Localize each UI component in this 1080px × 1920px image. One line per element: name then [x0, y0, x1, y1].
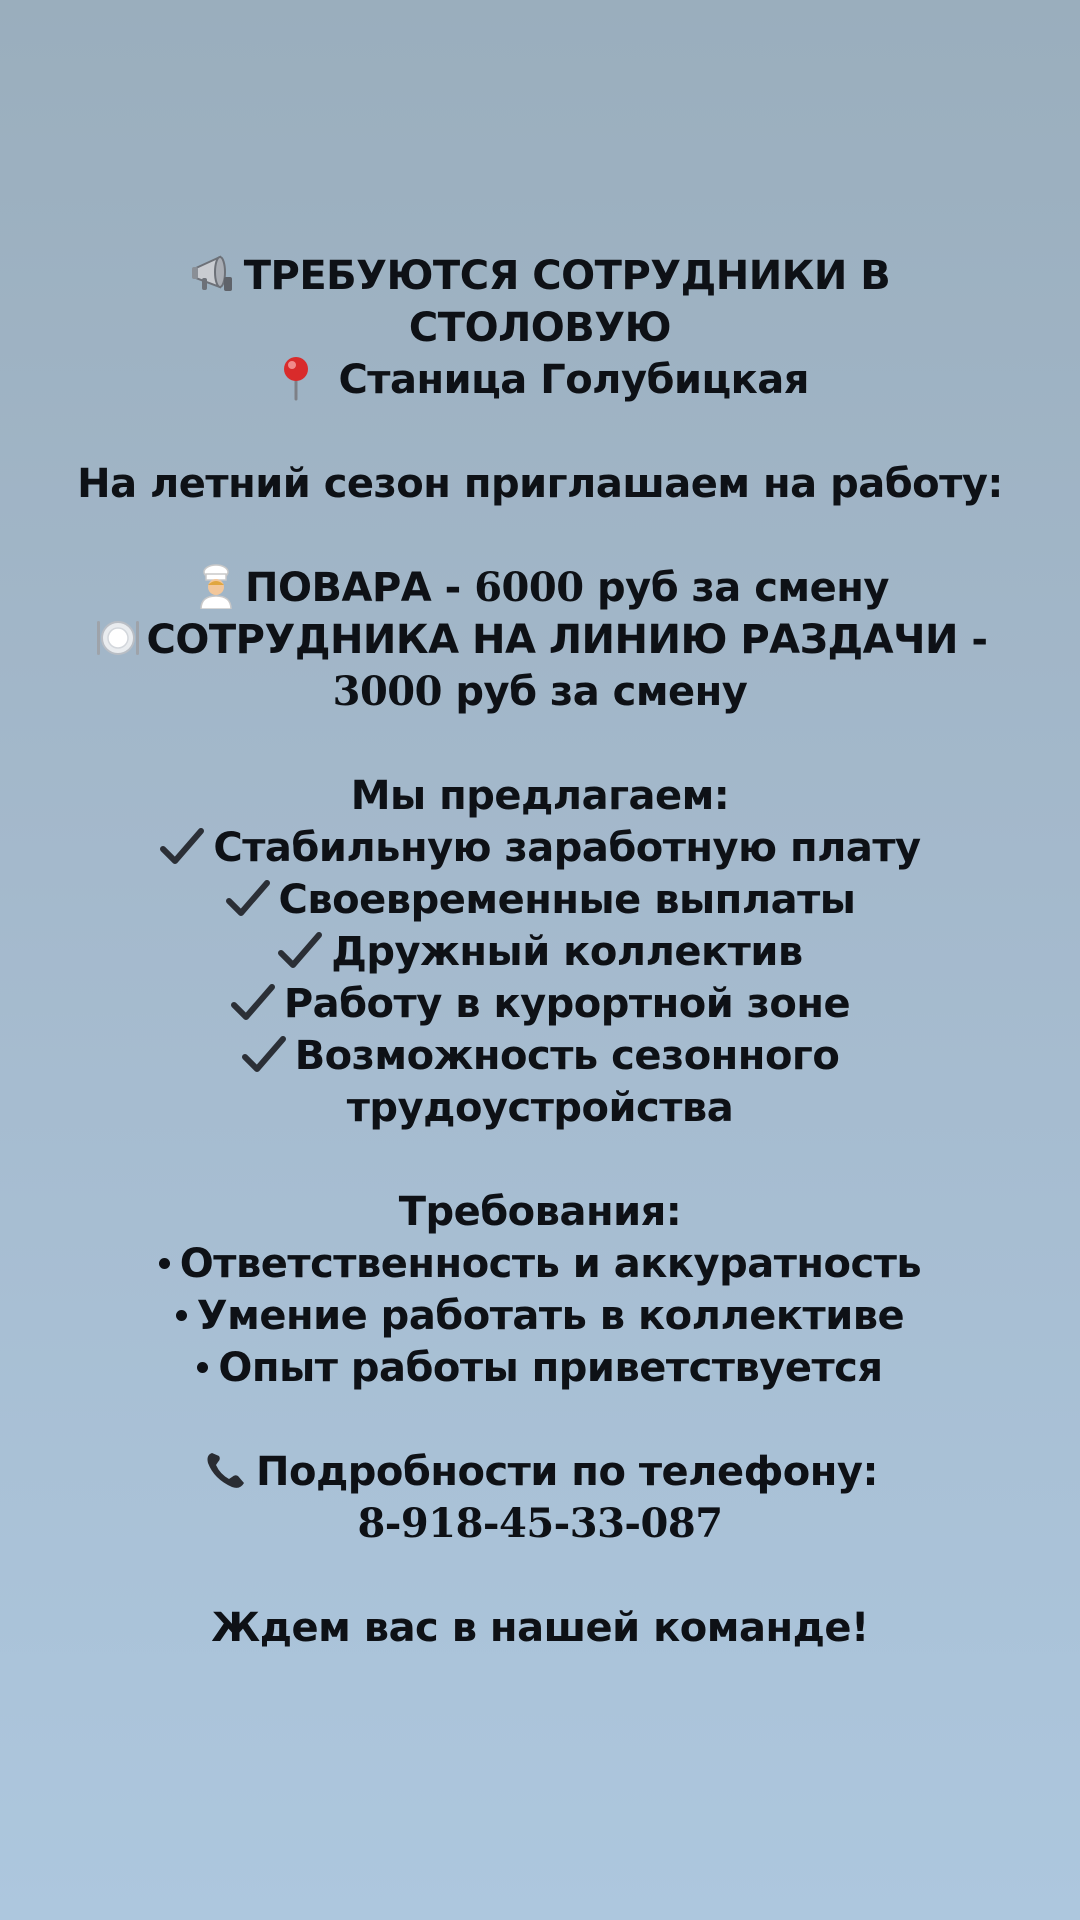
bullet-dot-icon — [159, 1258, 170, 1269]
bullet-dot-icon — [197, 1362, 208, 1373]
offer-heading: Мы предлагаем: — [350, 773, 730, 819]
line-salary: 3000 — [332, 668, 442, 715]
offer-item-continuation: трудоустройства — [346, 1085, 734, 1131]
title-line-1: ТРЕБУЮТСЯ СОТРУДНИКИ В — [0, 250, 1080, 302]
megaphone-icon — [190, 251, 240, 297]
requirements-heading: Требования: — [398, 1189, 682, 1235]
offer-item: Своевременные выплаты — [0, 874, 1080, 926]
title-line-2: СТОЛОВУЮ — [408, 305, 672, 351]
vacancy-line-staff: СОТРУДНИКА НА ЛИНИЮ РАЗДАЧИ - — [0, 614, 1080, 666]
check-mark-icon — [230, 983, 276, 1023]
vacancy-line-staff-salary: 3000 руб за смену — [332, 668, 748, 715]
check-mark-icon — [277, 931, 323, 971]
offer-item: Работу в курортной зоне — [0, 978, 1080, 1030]
phone-number[interactable]: 8-918-45-33-087 — [357, 1500, 723, 1547]
offer-item: Стабильную заработную плату — [0, 822, 1080, 874]
cook-icon — [191, 563, 241, 609]
requirement-item: Ответственность и аккуратность — [0, 1238, 1080, 1290]
location-line: Станица Голубицкая — [0, 354, 1080, 406]
bullet-dot-icon — [176, 1310, 187, 1321]
requirement-item: Умение работать в коллективе — [0, 1290, 1080, 1342]
vacancy-cook: ПОВАРА - 6000 руб за смену — [0, 562, 1080, 614]
telephone-receiver-icon — [202, 1447, 252, 1493]
contact-label: Подробности по телефону: — [0, 1446, 1080, 1498]
story-text-block — [0, 250, 1080, 1654]
offer-item: Дружный коллектив — [0, 926, 1080, 978]
round-pushpin-icon — [271, 355, 321, 401]
check-mark-icon — [241, 1035, 287, 1075]
check-mark-icon — [159, 827, 205, 867]
fork-knife-plate-icon — [93, 615, 143, 661]
closing-text: Ждем вас в нашей команде! — [211, 1605, 869, 1651]
intro-text: На летний сезон приглашаем на работу: — [77, 461, 1003, 507]
check-mark-icon — [225, 879, 271, 919]
offer-item: Возможность сезонного — [0, 1030, 1080, 1082]
requirement-item: Опыт работы приветствуется — [0, 1342, 1080, 1394]
cook-salary: 6000 — [474, 564, 584, 611]
